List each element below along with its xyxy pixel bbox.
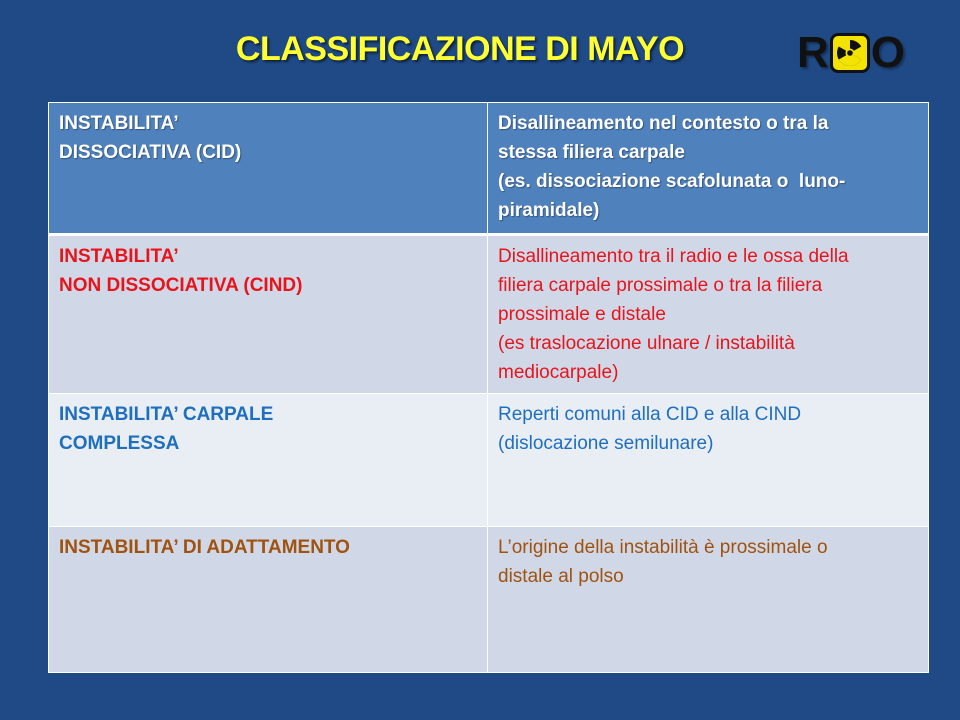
category-line: DISSOCIATIVA (CID) <box>59 142 242 163</box>
cell-description-cid <box>488 103 929 235</box>
logo <box>797 30 905 76</box>
table-row-cind <box>49 235 929 394</box>
category-line: INSTABILITA’ <box>59 246 179 267</box>
table-row-cid <box>49 103 929 235</box>
radiation-icon <box>830 33 870 73</box>
logo-letter-r: R <box>797 28 829 77</box>
category-line: COMPLESSA <box>59 433 180 454</box>
slide-title: CLASSIFICAZIONE DI MAYO <box>235 30 685 68</box>
cell-description-cind <box>488 235 929 394</box>
cell-category-adaptive <box>49 527 488 673</box>
description-line: piramidale) <box>498 200 600 221</box>
table-row-complex <box>49 394 929 527</box>
description-line: stessa filiera carpale <box>498 142 685 163</box>
description-line: filiera carpale prossimale o tra la filiera <box>498 275 823 296</box>
description-line: L’origine della instabilità è prossimale o <box>498 537 828 558</box>
category-line: NON DISSOCIATIVA (CIND) <box>59 275 303 296</box>
category-line: INSTABILITA’ DI ADATTAMENTO <box>59 537 350 558</box>
description-line: (dislocazione semilunare) <box>498 433 714 454</box>
mayo-classification-table <box>48 102 929 673</box>
table-row-adaptive <box>49 527 929 673</box>
cell-description-adaptive <box>488 527 929 673</box>
cell-description-complex <box>488 394 929 527</box>
description-line: (es. dissociazione scafolunata o luno- <box>498 171 846 192</box>
logo-letter-o: O <box>870 28 906 77</box>
category-line: INSTABILITA’ CARPALE <box>59 404 274 425</box>
cell-category-complex <box>49 394 488 527</box>
description-line: (es traslocazione ulnare / instabilità <box>498 333 795 354</box>
description-line: Disallineamento tra il radio e le ossa della <box>498 246 849 267</box>
category-line: INSTABILITA’ <box>59 113 179 134</box>
cell-category-cind <box>49 235 488 394</box>
cell-category-cid <box>49 103 488 235</box>
description-line: prossimale e distale <box>498 304 666 325</box>
description-line: distale al polso <box>498 566 624 587</box>
description-line: Disallineamento nel contesto o tra la <box>498 113 829 134</box>
description-line: Reperti comuni alla CID e alla CIND <box>498 404 802 425</box>
description-line: mediocarpale) <box>498 362 619 383</box>
